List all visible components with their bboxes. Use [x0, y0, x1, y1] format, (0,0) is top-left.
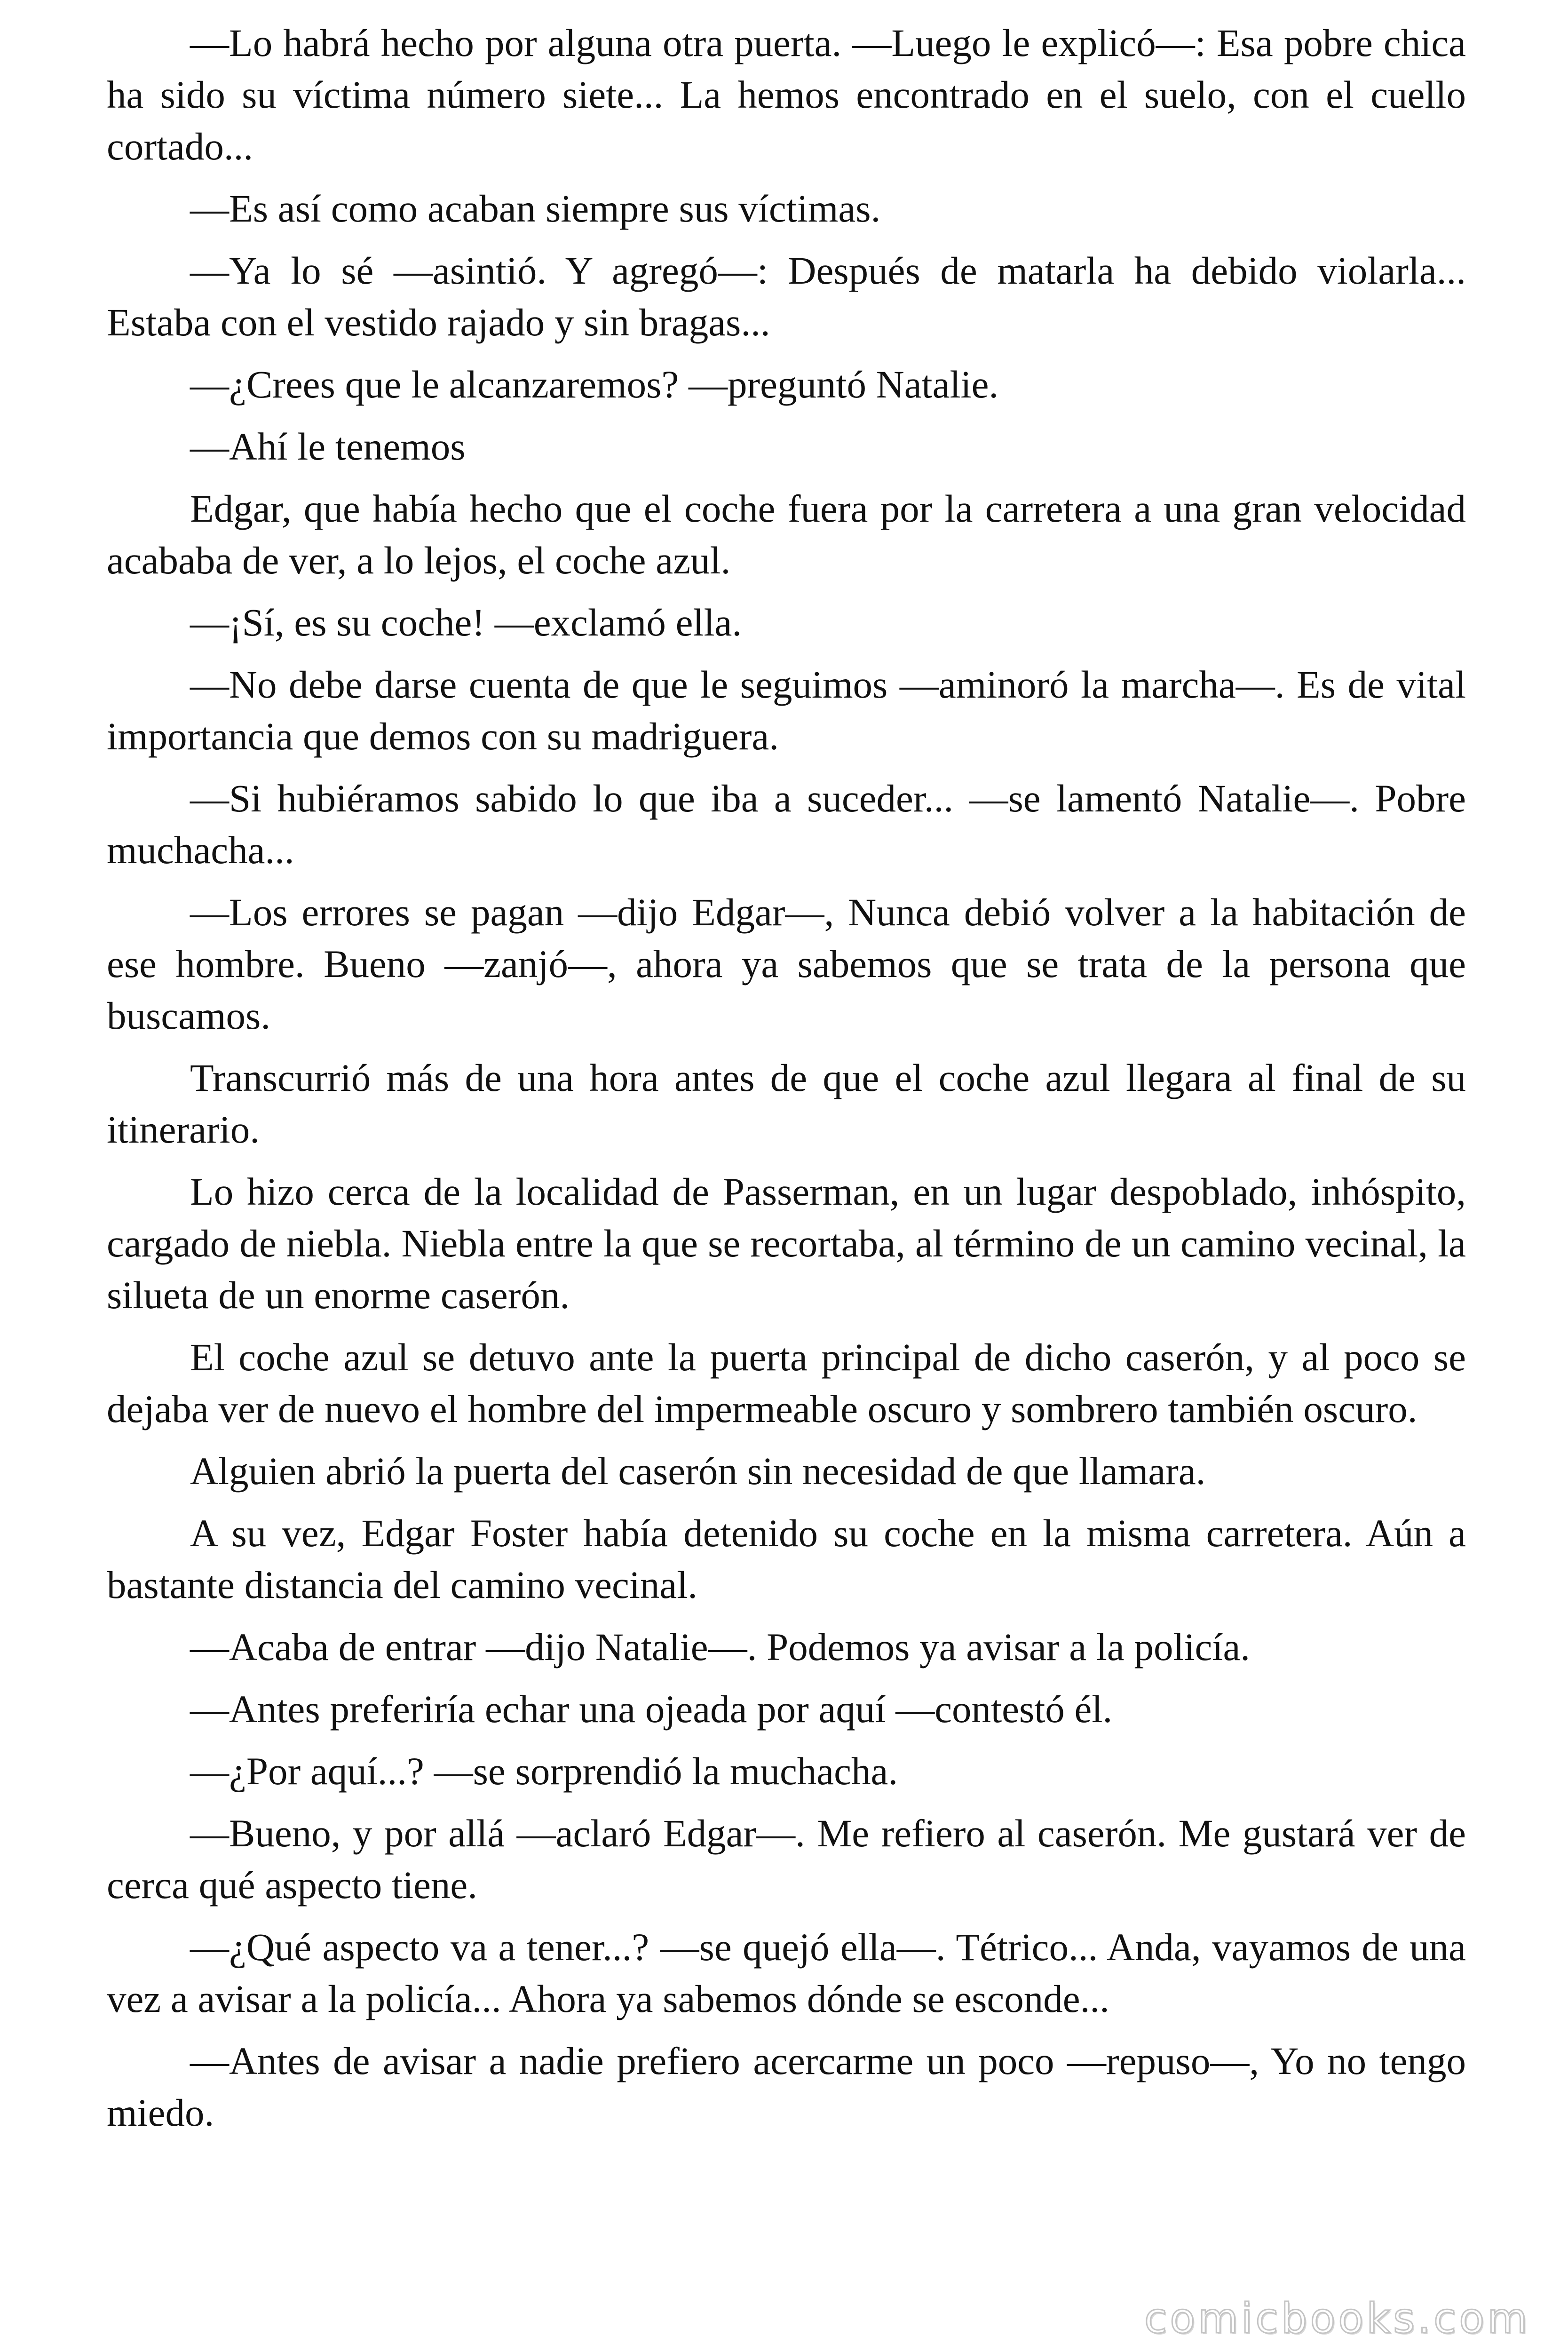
paragraph: —Antes de avisar a nadie prefiero acercarme un poco —repuso—, Yo no tengo miedo. [107, 2039, 1466, 2134]
watermark: comicbooks.com [1144, 2294, 1530, 2343]
paragraph: —Ahí le tenemos [190, 425, 466, 468]
paragraph: —Si hubiéramos sabido lo que iba a suceder... —se lamentó Natalie—. Pobre muchacha... [107, 777, 1466, 872]
paragraph: Alguien abrió la puerta del caserón sin necesidad de que llamara. [190, 1449, 1206, 1493]
paragraph: —¿Crees que le alcanzaremos? —preguntó Natalie. [190, 363, 999, 406]
paragraph: Transcurrió más de una hora antes de que el coche azul llegara al final de su itinerario. [107, 1056, 1466, 1151]
paragraph: A su vez, Edgar Foster había detenido su coche en la misma carretera. Aún a bastante distancia del camino vecinal. [107, 1511, 1466, 1606]
paragraph: —Antes preferiría echar una ojeada por aquí —contestó él. [190, 1687, 1113, 1731]
paragraph: —Es así como acaban siempre sus víctimas. [190, 187, 881, 230]
paragraph: —¿Qué aspecto va a tener...? —se quejó ella—. Tétrico... Anda, vayamos de una vez a avisar a la policía... Ahora ya sabemos dónde se esconde... [107, 1925, 1466, 2020]
paragraph: —Los errores se pagan —dijo Edgar—, Nunca debió volver a la habitación de ese hombre. Bueno —zanjó—, ahora ya sabemos que se trata de la persona que buscamos. [107, 890, 1466, 1037]
paragraph: Lo hizo cerca de la localidad de Passerman, en un lugar despoblado, inhóspito, cargado de niebla. Niebla entre la que se recortaba, al término de un camino vecinal, la silueta de un enorme caserón. [107, 1170, 1466, 1317]
paragraph: —Acaba de entrar —dijo Natalie—. Podemos ya avisar a la policía. [190, 1625, 1251, 1669]
paragraph: —Lo habrá hecho por alguna otra puerta. —Luego le explicó—: Esa pobre chica ha sido su víctima número siete... La hemos encontrado en el suelo, con el cuello cortado... [107, 21, 1466, 168]
paragraph: —¿Por aquí...? —se sorprendió la muchacha. [190, 1749, 898, 1793]
paragraph: —No debe darse cuenta de que le seguimos —aminoró la marcha—. Es de vital importancia que demos con su madriguera. [107, 663, 1466, 758]
paragraph: —Bueno, y por allá —aclaró Edgar—. Me refiero al caserón. Me gustará ver de cerca qué aspecto tiene. [107, 1812, 1466, 1907]
paragraph: —Ya lo sé —asintió. Y agregó—: Después de matarla ha debido violarla... Estaba con el vestido rajado y sin bragas... [107, 249, 1466, 344]
paragraph: —¡Sí, es su coche! —exclamó ella. [190, 601, 742, 644]
paragraph: Edgar, que había hecho que el coche fuera por la carretera a una gran velocidad acababa de ver, a lo lejos, el coche azul. [107, 487, 1466, 582]
body-text [107, 17, 1466, 2149]
paragraph: El coche azul se detuvo ante la puerta principal de dicho caserón, y al poco se dejaba ver de nuevo el hombre del impermeable oscuro y sombrero también oscuro. [107, 1335, 1466, 1430]
